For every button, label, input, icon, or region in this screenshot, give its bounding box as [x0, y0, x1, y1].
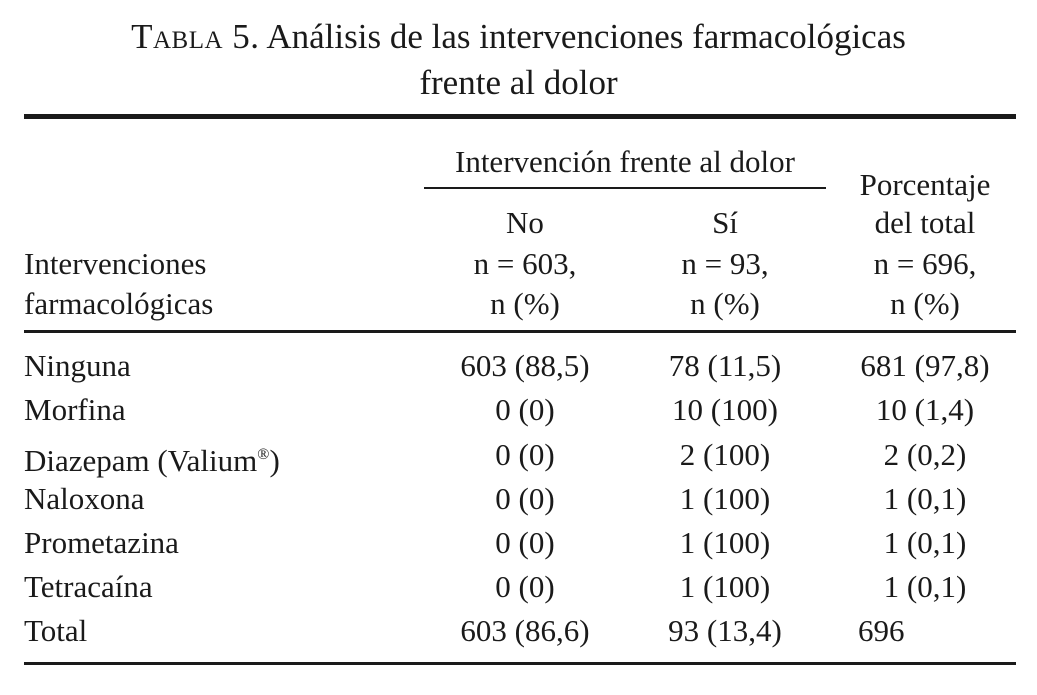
cell-total: 681 (97,8): [860, 348, 990, 383]
table-title: [0, 14, 1037, 106]
bottom-rule: [24, 662, 1016, 665]
cell-no: 0 (0): [495, 525, 555, 560]
cell-si: 1 (100): [679, 525, 771, 560]
cell-total: 1 (0,1): [883, 569, 967, 604]
table-title-text: Análisis de las intervenciones farmacológicas: [266, 17, 906, 56]
table-title-line-1: [0, 14, 1037, 60]
group-header-rule: [424, 187, 826, 189]
cell-no: 0 (0): [495, 437, 555, 472]
col-no-header-line-1: No: [506, 205, 544, 240]
cell-total: 10 (1,4): [875, 392, 975, 427]
row-label: Morfina: [24, 392, 126, 427]
top-rule: [24, 114, 1016, 119]
col-si-header-line-1: Sí: [712, 205, 738, 240]
cell-si: 93 (13,4): [668, 613, 782, 648]
table-title-line-2: frente al dolor: [419, 63, 618, 102]
table-number: Tabla 5.: [131, 17, 260, 56]
cell-si: 1 (100): [679, 481, 771, 516]
cell-si: 10 (100): [672, 392, 778, 427]
cell-total: 1 (0,1): [883, 481, 967, 516]
row-label: Prometazina: [24, 525, 179, 560]
col-si-header-line-2: n = 93,: [681, 246, 769, 281]
col-total-header-line-3: n = 696,: [873, 246, 977, 281]
col-no-header-line-3: n (%): [490, 286, 560, 321]
row-label: [24, 435, 280, 481]
row-label: Ninguna: [24, 348, 131, 383]
col-total-header-line-2: del total: [874, 205, 976, 240]
cell-no: 0 (0): [495, 392, 555, 427]
registered-mark: ®: [257, 446, 270, 463]
row-label-suffix: ): [269, 443, 280, 478]
cell-total: 696: [858, 613, 905, 648]
stub-header-line-1: Intervenciones: [24, 246, 207, 281]
cell-total: 2 (0,2): [883, 437, 967, 472]
group-header: Intervención frente al dolor: [455, 144, 795, 179]
col-total-header-line-4: n (%): [890, 286, 960, 321]
row-label: Tetracaína: [24, 569, 153, 604]
cell-si: 78 (11,5): [668, 348, 782, 383]
cell-si: 1 (100): [679, 569, 771, 604]
col-si-header-line-3: n (%): [690, 286, 760, 321]
cell-total: 1 (0,1): [883, 525, 967, 560]
cell-no: 603 (88,5): [460, 348, 590, 383]
cell-si: 2 (100): [679, 437, 771, 472]
cell-no: 0 (0): [495, 569, 555, 604]
cell-no: 0 (0): [495, 481, 555, 516]
cell-no: 603 (86,6): [460, 613, 590, 648]
row-label-text: Diazepam (Valium: [24, 443, 258, 478]
stub-header-line-2: farmacológicas: [24, 286, 214, 321]
row-label: Total: [24, 613, 88, 648]
col-no-header-line-2: n = 603,: [473, 246, 577, 281]
col-total-header-line-1: Porcentaje: [859, 167, 991, 202]
header-rule: [24, 330, 1016, 333]
row-label: Naloxona: [24, 481, 145, 516]
